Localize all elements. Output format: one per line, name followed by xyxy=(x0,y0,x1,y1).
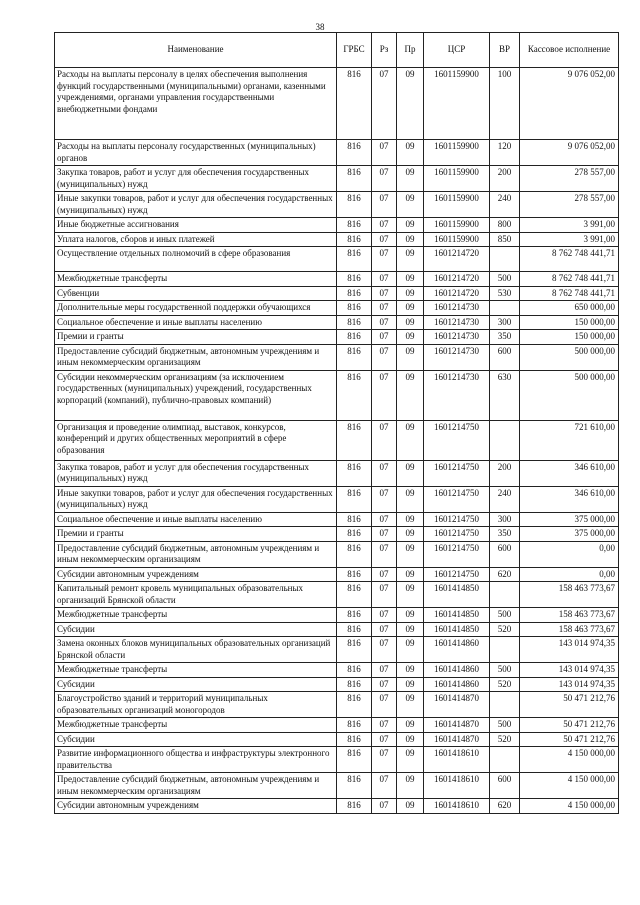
cell-name: Иные закупки товаров, работ и услуг для обеспечения государственных (муниципальных) нужд xyxy=(55,192,337,218)
cell-grbs: 816 xyxy=(337,799,372,814)
cell-grbs: 816 xyxy=(337,460,372,486)
table-row xyxy=(55,192,619,218)
cell-pr: 09 xyxy=(397,541,424,567)
cell-grbs: 816 xyxy=(337,527,372,542)
cell-rz: 07 xyxy=(372,732,397,747)
cell-csr: 1601159900 xyxy=(424,192,490,218)
table-row xyxy=(55,541,619,567)
cell-csr: 1601414860 xyxy=(424,637,490,663)
cell-vr: 350 xyxy=(490,527,520,542)
cell-vr: 500 xyxy=(490,718,520,733)
cell-vr xyxy=(490,747,520,773)
cell-csr: 1601214730 xyxy=(424,315,490,330)
cell-name: Премии и гранты xyxy=(55,527,337,542)
cell-rz: 07 xyxy=(372,420,397,460)
cell-pr: 09 xyxy=(397,773,424,799)
cell-rz: 07 xyxy=(372,582,397,608)
table-row xyxy=(55,286,619,301)
cell-csr: 1601418610 xyxy=(424,747,490,773)
cell-csr: 1601214750 xyxy=(424,567,490,582)
cell-csr: 1601414870 xyxy=(424,718,490,733)
table-row xyxy=(55,460,619,486)
cell-grbs: 816 xyxy=(337,622,372,637)
cell-rz: 07 xyxy=(372,799,397,814)
table-row xyxy=(55,247,619,272)
cell-csr: 1601159900 xyxy=(424,232,490,247)
cell-pr: 09 xyxy=(397,330,424,345)
cell-name: Социальное обеспечение и иные выплаты населению xyxy=(55,315,337,330)
cell-rz: 07 xyxy=(372,567,397,582)
cell-vr: 500 xyxy=(490,272,520,287)
cell-vr: 520 xyxy=(490,622,520,637)
cell-vr: 200 xyxy=(490,166,520,192)
cell-rz: 07 xyxy=(372,692,397,718)
cell-grbs: 816 xyxy=(337,637,372,663)
cell-name: Расходы на выплаты персоналу государственных (муниципальных) органов xyxy=(55,140,337,166)
cell-name: Расходы на выплаты персоналу в целях обеспечения выполнения функций государственными (муниципальными) органами, казенными учреждениями, органами управления государственными внебюджетными фондами xyxy=(55,68,337,140)
cell-grbs: 816 xyxy=(337,370,372,420)
cell-grbs: 816 xyxy=(337,486,372,512)
cell-name: Иные закупки товаров, работ и услуг для обеспечения государственных (муниципальных) нужд xyxy=(55,486,337,512)
table-header-row xyxy=(55,33,619,68)
cell-amount: 721 610,00 xyxy=(520,420,619,460)
cell-name: Замена оконных блоков муниципальных образовательных организаций Брянской области xyxy=(55,637,337,663)
cell-name: Социальное обеспечение и иные выплаты населению xyxy=(55,512,337,527)
cell-pr: 09 xyxy=(397,232,424,247)
table-row xyxy=(55,330,619,345)
cell-rz: 07 xyxy=(372,663,397,678)
cell-vr: 300 xyxy=(490,315,520,330)
cell-amount: 50 471 212,76 xyxy=(520,732,619,747)
cell-amount: 158 463 773,67 xyxy=(520,608,619,623)
cell-pr: 09 xyxy=(397,567,424,582)
table-row xyxy=(55,420,619,460)
cell-amount: 346 610,00 xyxy=(520,486,619,512)
cell-vr: 520 xyxy=(490,677,520,692)
cell-grbs: 816 xyxy=(337,315,372,330)
table-row xyxy=(55,140,619,166)
cell-csr: 1601414860 xyxy=(424,677,490,692)
cell-csr: 1601414870 xyxy=(424,692,490,718)
cell-grbs: 816 xyxy=(337,718,372,733)
table-row xyxy=(55,799,619,814)
cell-pr: 09 xyxy=(397,622,424,637)
cell-rz: 07 xyxy=(372,166,397,192)
cell-rz: 07 xyxy=(372,747,397,773)
cell-csr: 1601214750 xyxy=(424,420,490,460)
cell-name: Субсидии автономным учреждениям xyxy=(55,799,337,814)
cell-csr: 1601214720 xyxy=(424,286,490,301)
cell-pr: 09 xyxy=(397,486,424,512)
cell-csr: 1601214750 xyxy=(424,486,490,512)
cell-vr: 120 xyxy=(490,140,520,166)
cell-grbs: 816 xyxy=(337,420,372,460)
cell-rz: 07 xyxy=(372,301,397,316)
cell-pr: 09 xyxy=(397,527,424,542)
table-row xyxy=(55,747,619,773)
cell-pr: 09 xyxy=(397,247,424,272)
cell-pr: 09 xyxy=(397,460,424,486)
cell-vr: 500 xyxy=(490,663,520,678)
cell-csr: 1601418610 xyxy=(424,799,490,814)
table-row xyxy=(55,608,619,623)
cell-vr: 520 xyxy=(490,732,520,747)
cell-name: Субсидии xyxy=(55,677,337,692)
cell-name: Благоустройство зданий и территорий муниципальных образовательных организаций моногородов xyxy=(55,692,337,718)
cell-vr xyxy=(490,247,520,272)
cell-csr: 1601159900 xyxy=(424,68,490,140)
cell-rz: 07 xyxy=(372,218,397,233)
cell-csr: 1601214750 xyxy=(424,512,490,527)
cell-rz: 07 xyxy=(372,315,397,330)
table-row xyxy=(55,272,619,287)
cell-vr: 620 xyxy=(490,799,520,814)
cell-name: Межбюджетные трансферты xyxy=(55,663,337,678)
cell-grbs: 816 xyxy=(337,732,372,747)
cell-amount: 9 076 052,00 xyxy=(520,68,619,140)
cell-amount: 375 000,00 xyxy=(520,527,619,542)
cell-csr: 1601214730 xyxy=(424,370,490,420)
cell-csr: 1601214720 xyxy=(424,272,490,287)
cell-rz: 07 xyxy=(372,637,397,663)
cell-rz: 07 xyxy=(372,68,397,140)
cell-amount: 4 150 000,00 xyxy=(520,799,619,814)
cell-grbs: 816 xyxy=(337,677,372,692)
cell-rz: 07 xyxy=(372,232,397,247)
cell-grbs: 816 xyxy=(337,247,372,272)
cell-rz: 07 xyxy=(372,330,397,345)
table-row xyxy=(55,677,619,692)
cell-grbs: 816 xyxy=(337,272,372,287)
cell-vr xyxy=(490,692,520,718)
table-row xyxy=(55,301,619,316)
cell-grbs: 816 xyxy=(337,582,372,608)
cell-grbs: 816 xyxy=(337,663,372,678)
cell-csr: 1601414850 xyxy=(424,622,490,637)
cell-csr: 1601414850 xyxy=(424,608,490,623)
cell-pr: 09 xyxy=(397,286,424,301)
header-amount: Кассовое исполнение xyxy=(520,33,619,68)
cell-grbs: 816 xyxy=(337,301,372,316)
cell-rz: 07 xyxy=(372,608,397,623)
cell-name: Предоставление субсидий бюджетным, автономным учреждениям и иным некоммерческим организациям xyxy=(55,541,337,567)
cell-name: Закупка товаров, работ и услуг для обеспечения государственных (муниципальных) нужд xyxy=(55,460,337,486)
table-row xyxy=(55,486,619,512)
cell-pr: 09 xyxy=(397,732,424,747)
cell-pr: 09 xyxy=(397,344,424,370)
cell-rz: 07 xyxy=(372,622,397,637)
cell-rz: 07 xyxy=(372,192,397,218)
cell-amount: 143 014 974,35 xyxy=(520,677,619,692)
cell-amount: 150 000,00 xyxy=(520,330,619,345)
cell-vr xyxy=(490,582,520,608)
cell-grbs: 816 xyxy=(337,512,372,527)
cell-pr: 09 xyxy=(397,315,424,330)
cell-csr: 1601214750 xyxy=(424,541,490,567)
cell-csr: 1601214750 xyxy=(424,527,490,542)
table-row xyxy=(55,637,619,663)
cell-name: Осуществление отдельных полномочий в сфере образования xyxy=(55,247,337,272)
cell-name: Субвенции xyxy=(55,286,337,301)
cell-vr: 530 xyxy=(490,286,520,301)
cell-grbs: 816 xyxy=(337,692,372,718)
cell-amount: 158 463 773,67 xyxy=(520,622,619,637)
cell-vr: 600 xyxy=(490,344,520,370)
cell-grbs: 816 xyxy=(337,140,372,166)
header-name: Наименование xyxy=(55,33,337,68)
cell-name: Иные бюджетные ассигнования xyxy=(55,218,337,233)
cell-amount: 8 762 748 441,71 xyxy=(520,247,619,272)
cell-grbs: 816 xyxy=(337,773,372,799)
cell-pr: 09 xyxy=(397,799,424,814)
cell-rz: 07 xyxy=(372,486,397,512)
cell-amount: 3 991,00 xyxy=(520,232,619,247)
cell-vr: 630 xyxy=(490,370,520,420)
cell-amount: 500 000,00 xyxy=(520,370,619,420)
table-row xyxy=(55,527,619,542)
cell-name: Межбюджетные трансферты xyxy=(55,608,337,623)
cell-amount: 0,00 xyxy=(520,541,619,567)
cell-csr: 1601159900 xyxy=(424,218,490,233)
cell-vr: 600 xyxy=(490,541,520,567)
cell-amount: 50 471 212,76 xyxy=(520,692,619,718)
cell-csr: 1601214730 xyxy=(424,344,490,370)
cell-rz: 07 xyxy=(372,512,397,527)
cell-name: Капитальный ремонт кровель муниципальных образовательных организаций Брянской области xyxy=(55,582,337,608)
cell-pr: 09 xyxy=(397,582,424,608)
cell-vr: 100 xyxy=(490,68,520,140)
cell-pr: 09 xyxy=(397,218,424,233)
cell-vr: 500 xyxy=(490,608,520,623)
cell-amount: 9 076 052,00 xyxy=(520,140,619,166)
table-row xyxy=(55,68,619,140)
cell-rz: 07 xyxy=(372,773,397,799)
cell-amount: 0,00 xyxy=(520,567,619,582)
cell-pr: 09 xyxy=(397,718,424,733)
cell-csr: 1601214730 xyxy=(424,330,490,345)
header-vr: ВР xyxy=(490,33,520,68)
cell-name: Субсидии xyxy=(55,732,337,747)
cell-rz: 07 xyxy=(372,460,397,486)
cell-pr: 09 xyxy=(397,747,424,773)
cell-csr: 1601414860 xyxy=(424,663,490,678)
cell-csr: 1601418610 xyxy=(424,773,490,799)
cell-csr: 1601414870 xyxy=(424,732,490,747)
cell-grbs: 816 xyxy=(337,166,372,192)
cell-pr: 09 xyxy=(397,68,424,140)
cell-grbs: 816 xyxy=(337,286,372,301)
cell-rz: 07 xyxy=(372,272,397,287)
cell-rz: 07 xyxy=(372,286,397,301)
cell-name: Субсидии xyxy=(55,622,337,637)
header-csr: ЦСР xyxy=(424,33,490,68)
cell-grbs: 816 xyxy=(337,344,372,370)
cell-vr: 240 xyxy=(490,192,520,218)
cell-rz: 07 xyxy=(372,140,397,166)
cell-amount: 143 014 974,35 xyxy=(520,663,619,678)
cell-rz: 07 xyxy=(372,247,397,272)
cell-pr: 09 xyxy=(397,637,424,663)
cell-vr: 800 xyxy=(490,218,520,233)
page-number: 38 xyxy=(315,22,325,32)
table-row xyxy=(55,582,619,608)
table-row xyxy=(55,773,619,799)
cell-name: Развитие информационного общества и инфраструктуры электронного правительства xyxy=(55,747,337,773)
cell-vr xyxy=(490,420,520,460)
cell-csr: 1601214750 xyxy=(424,460,490,486)
cell-name: Премии и гранты xyxy=(55,330,337,345)
cell-amount: 278 557,00 xyxy=(520,192,619,218)
cell-rz: 07 xyxy=(372,344,397,370)
table-row xyxy=(55,622,619,637)
table-row xyxy=(55,692,619,718)
cell-pr: 09 xyxy=(397,166,424,192)
cell-grbs: 816 xyxy=(337,68,372,140)
table-row xyxy=(55,718,619,733)
cell-amount: 143 014 974,35 xyxy=(520,637,619,663)
cell-amount: 150 000,00 xyxy=(520,315,619,330)
cell-rz: 07 xyxy=(372,718,397,733)
cell-amount: 650 000,00 xyxy=(520,301,619,316)
cell-rz: 07 xyxy=(372,527,397,542)
cell-grbs: 816 xyxy=(337,567,372,582)
cell-pr: 09 xyxy=(397,301,424,316)
cell-amount: 346 610,00 xyxy=(520,460,619,486)
cell-csr: 1601214720 xyxy=(424,247,490,272)
cell-vr: 240 xyxy=(490,486,520,512)
cell-amount: 158 463 773,67 xyxy=(520,582,619,608)
cell-rz: 07 xyxy=(372,677,397,692)
header-pr: Пр xyxy=(397,33,424,68)
cell-amount: 8 762 748 441,71 xyxy=(520,286,619,301)
cell-grbs: 816 xyxy=(337,232,372,247)
cell-grbs: 816 xyxy=(337,192,372,218)
cell-vr: 620 xyxy=(490,567,520,582)
cell-amount: 50 471 212,76 xyxy=(520,718,619,733)
table-row xyxy=(55,512,619,527)
cell-vr: 200 xyxy=(490,460,520,486)
cell-vr: 600 xyxy=(490,773,520,799)
cell-name: Предоставление субсидий бюджетным, автономным учреждениям и иным некоммерческим организациям xyxy=(55,773,337,799)
budget-table xyxy=(54,32,619,814)
table-row xyxy=(55,732,619,747)
cell-pr: 09 xyxy=(397,370,424,420)
cell-grbs: 816 xyxy=(337,218,372,233)
cell-pr: 09 xyxy=(397,420,424,460)
cell-pr: 09 xyxy=(397,512,424,527)
cell-csr: 1601159900 xyxy=(424,166,490,192)
cell-csr: 1601214730 xyxy=(424,301,490,316)
cell-amount: 3 991,00 xyxy=(520,218,619,233)
header-grbs: ГРБС xyxy=(337,33,372,68)
cell-name: Межбюджетные трансферты xyxy=(55,272,337,287)
cell-amount: 375 000,00 xyxy=(520,512,619,527)
table-row xyxy=(55,218,619,233)
cell-name: Субсидии некоммерческим организациям (за исключением государственных (муниципальных) учреждений, государственных корпораций (компаний), публично-правовых компаний) xyxy=(55,370,337,420)
cell-pr: 09 xyxy=(397,677,424,692)
cell-vr xyxy=(490,301,520,316)
cell-name: Субсидии автономным учреждениям xyxy=(55,567,337,582)
cell-grbs: 816 xyxy=(337,330,372,345)
cell-pr: 09 xyxy=(397,272,424,287)
cell-rz: 07 xyxy=(372,541,397,567)
cell-amount: 278 557,00 xyxy=(520,166,619,192)
table-row xyxy=(55,315,619,330)
table-row xyxy=(55,344,619,370)
table-row xyxy=(55,370,619,420)
cell-rz: 07 xyxy=(372,370,397,420)
cell-vr: 300 xyxy=(490,512,520,527)
cell-name: Закупка товаров, работ и услуг для обеспечения государственных (муниципальных) нужд xyxy=(55,166,337,192)
table-row xyxy=(55,166,619,192)
cell-amount: 8 762 748 441,71 xyxy=(520,272,619,287)
cell-name: Уплата налогов, сборов и иных платежей xyxy=(55,232,337,247)
table-row xyxy=(55,663,619,678)
cell-name: Предоставление субсидий бюджетным, автономным учреждениям и иным некоммерческим организациям xyxy=(55,344,337,370)
cell-pr: 09 xyxy=(397,192,424,218)
cell-grbs: 816 xyxy=(337,541,372,567)
cell-grbs: 816 xyxy=(337,747,372,773)
cell-pr: 09 xyxy=(397,692,424,718)
cell-csr: 1601159900 xyxy=(424,140,490,166)
cell-name: Дополнительные меры государственной поддержки обучающихся xyxy=(55,301,337,316)
cell-name: Межбюджетные трансферты xyxy=(55,718,337,733)
header-rz: Рз xyxy=(372,33,397,68)
cell-amount: 500 000,00 xyxy=(520,344,619,370)
cell-pr: 09 xyxy=(397,140,424,166)
cell-amount: 4 150 000,00 xyxy=(520,747,619,773)
table-row xyxy=(55,232,619,247)
cell-name: Организация и проведение олимпиад, выставок, конкурсов, конференций и других общественных мероприятий в сфере образования xyxy=(55,420,337,460)
cell-vr: 850 xyxy=(490,232,520,247)
cell-vr: 350 xyxy=(490,330,520,345)
cell-vr xyxy=(490,637,520,663)
cell-grbs: 816 xyxy=(337,608,372,623)
cell-amount: 4 150 000,00 xyxy=(520,773,619,799)
table-row xyxy=(55,567,619,582)
cell-pr: 09 xyxy=(397,663,424,678)
cell-pr: 09 xyxy=(397,608,424,623)
cell-csr: 1601414850 xyxy=(424,582,490,608)
table-body xyxy=(55,68,619,814)
